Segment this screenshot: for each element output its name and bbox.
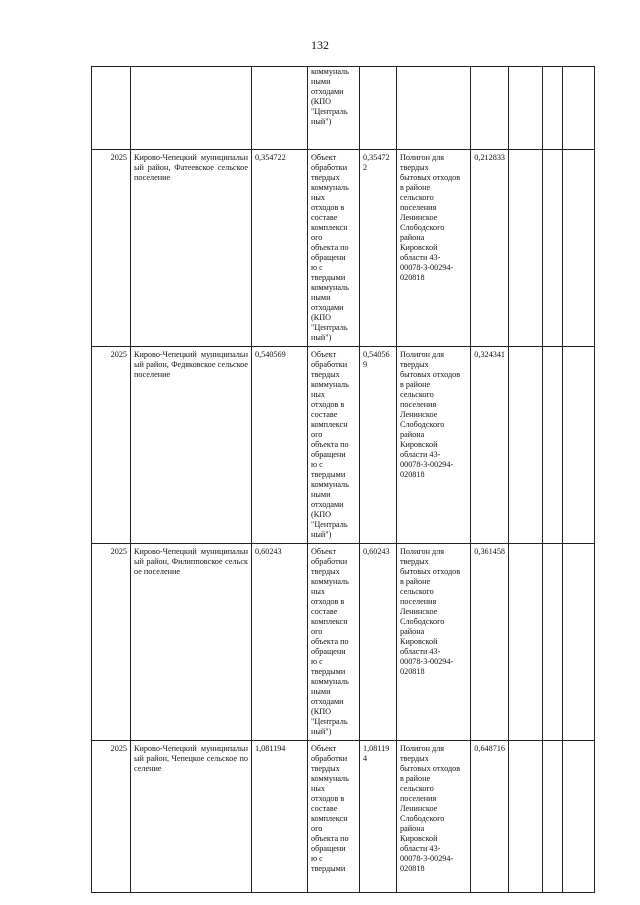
processed-mass-cell: 0,540569 <box>360 347 397 544</box>
object-line: обращени <box>311 844 346 853</box>
object-line: ого <box>311 430 323 439</box>
object-line: "Централь <box>311 323 348 332</box>
waste-flow-table <box>91 66 595 893</box>
object-line: "Централь <box>311 520 348 529</box>
year-cell <box>92 67 131 150</box>
table-row <box>92 150 595 347</box>
object-line: (КПО <box>311 707 332 716</box>
empty-cell <box>543 741 563 893</box>
object-line: ных <box>311 587 325 596</box>
object-line: обращени <box>311 647 346 656</box>
object-line: ный") <box>311 727 332 736</box>
object-line: твердых <box>311 370 340 379</box>
object-line: (КПО <box>311 313 332 322</box>
disposed-mass-cell <box>471 67 509 150</box>
disposed-mass-cell: 0,324341 <box>471 347 509 544</box>
mass-cell: 0,354722 <box>252 150 308 347</box>
object-line: ный") <box>311 333 332 342</box>
object-line: коммуналь <box>311 677 349 686</box>
landfill-line: Полигон для <box>400 350 445 359</box>
object-line: ных <box>311 193 325 202</box>
object-line: коммуналь <box>311 577 349 586</box>
object-line: "Централь <box>311 717 348 726</box>
landfill-line: Кировской <box>400 440 438 449</box>
object-line: обработки <box>311 557 348 566</box>
object-line: коммуналь <box>311 283 349 292</box>
object-line: ю с <box>311 460 323 469</box>
object-line: комплексн <box>311 617 348 626</box>
territory-cell: Кирово-Чепецкий муниципальный район, Федяковское сельское поселение <box>131 347 252 544</box>
landfill-line: 00078-3-00294- <box>400 854 454 863</box>
landfill-line: твердых <box>400 163 429 172</box>
object-line: комплексн <box>311 420 348 429</box>
landfill-line: твердых <box>400 360 429 369</box>
object-line: комплексн <box>311 223 348 232</box>
object-line: отходов в <box>311 400 345 409</box>
object-line: объекта по <box>311 440 349 449</box>
landfill-line: 020818 <box>400 470 425 479</box>
landfill-line: области 43- <box>400 450 441 459</box>
object-line: комплексн <box>311 814 348 823</box>
object-line: ными <box>311 77 331 86</box>
empty-cell <box>509 150 543 347</box>
year-cell: 2025 <box>92 347 131 544</box>
object-line: коммуналь <box>311 380 349 389</box>
table-row <box>92 741 595 893</box>
landfill-cell <box>397 150 471 347</box>
object-line: (КПО <box>311 510 332 519</box>
object-line: составе <box>311 804 338 813</box>
landfill-line: Слободского <box>400 223 445 232</box>
object-line: ю с <box>311 657 323 666</box>
landfill-line: бытовых отходов <box>400 173 461 182</box>
object-line: ого <box>311 233 323 242</box>
object-line: Объект <box>311 350 337 359</box>
landfill-line: сельского <box>400 784 434 793</box>
empty-cell <box>509 67 543 150</box>
landfill-line: твердых <box>400 754 429 763</box>
landfill-cell <box>397 741 471 893</box>
object-line: объекта по <box>311 834 349 843</box>
landfill-line: Кировской <box>400 243 438 252</box>
object-line: ю с <box>311 263 323 272</box>
object-line: Объект <box>311 744 337 753</box>
landfill-line: Кировской <box>400 637 438 646</box>
object-line: коммуналь <box>311 480 349 489</box>
object-line: отходами <box>311 87 344 96</box>
mass-cell <box>252 67 308 150</box>
landfill-line: Кировской <box>400 834 438 843</box>
object-line: отходами <box>311 500 344 509</box>
landfill-line: Слободского <box>400 617 445 626</box>
landfill-line: Слободского <box>400 814 445 823</box>
empty-cell <box>563 544 595 741</box>
landfill-line: Слободского <box>400 420 445 429</box>
year-cell: 2025 <box>92 150 131 347</box>
processed-mass-cell <box>360 67 397 150</box>
object-line: Объект <box>311 547 337 556</box>
object-line: объекта по <box>311 637 349 646</box>
object-line: ных <box>311 784 325 793</box>
landfill-line: 00078-3-00294- <box>400 263 454 272</box>
object-line: ный") <box>311 117 332 126</box>
landfill-line: твердых <box>400 557 429 566</box>
landfill-line: сельского <box>400 193 434 202</box>
empty-cell <box>563 150 595 347</box>
disposed-mass-cell: 0,212833 <box>471 150 509 347</box>
territory-cell <box>131 67 252 150</box>
empty-cell <box>509 741 543 893</box>
empty-cell <box>543 67 563 150</box>
empty-cell <box>543 150 563 347</box>
landfill-line: сельского <box>400 390 434 399</box>
object-line: твердых <box>311 764 340 773</box>
landfill-line: Ленинское <box>400 410 438 419</box>
territory-cell: Кирово-Чепецкий муниципальный район, Филипповское сельское поселение <box>131 544 252 741</box>
landfill-line: бытовых отходов <box>400 370 461 379</box>
object-line: обработки <box>311 360 348 369</box>
object-line: отходами <box>311 303 344 312</box>
processed-mass-cell: 1,081194 <box>360 741 397 893</box>
landfill-line: Полигон для <box>400 547 445 556</box>
object-line: твердыми <box>311 864 346 873</box>
object-line: коммуналь <box>311 774 349 783</box>
object-line: (КПО <box>311 97 332 106</box>
landfill-line: области 43- <box>400 844 441 853</box>
object-line: обращени <box>311 253 346 262</box>
object-line: ных <box>311 390 325 399</box>
object-line: твердыми <box>311 667 346 676</box>
object-line: составе <box>311 410 338 419</box>
year-cell: 2025 <box>92 544 131 741</box>
mass-cell: 0,60243 <box>252 544 308 741</box>
object-line: обработки <box>311 754 348 763</box>
landfill-line: в районе <box>400 183 431 192</box>
disposed-mass-cell: 0,361458 <box>471 544 509 741</box>
empty-cell <box>543 347 563 544</box>
landfill-cell <box>397 544 471 741</box>
object-line: отходами <box>311 697 344 706</box>
page-number: 132 <box>311 38 329 52</box>
landfill-line: в районе <box>400 774 431 783</box>
table-row <box>92 347 595 544</box>
landfill-line: поселения <box>400 794 437 803</box>
object-line: твердых <box>311 173 340 182</box>
processing-object-cell <box>308 347 360 544</box>
landfill-line: 00078-3-00294- <box>400 657 454 666</box>
object-line: ными <box>311 687 331 696</box>
mass-cell: 0,540569 <box>252 347 308 544</box>
object-line: обращени <box>311 450 346 459</box>
object-line: ными <box>311 490 331 499</box>
empty-cell <box>509 347 543 544</box>
landfill-line: района <box>400 430 425 439</box>
landfill-line: области 43- <box>400 253 441 262</box>
landfill-cell <box>397 67 471 150</box>
landfill-line: Ленинское <box>400 607 438 616</box>
processing-object-cell <box>308 150 360 347</box>
landfill-line: Ленинское <box>400 213 438 222</box>
landfill-line: бытовых отходов <box>400 764 461 773</box>
object-line: обработки <box>311 163 348 172</box>
object-line: ого <box>311 824 323 833</box>
processed-mass-cell: 0,354722 <box>360 150 397 347</box>
table-row <box>92 544 595 741</box>
object-line: Объект <box>311 153 337 162</box>
object-line: твердых <box>311 567 340 576</box>
empty-cell <box>543 544 563 741</box>
landfill-line: сельского <box>400 587 434 596</box>
landfill-line: Ленинское <box>400 804 438 813</box>
empty-cell <box>563 347 595 544</box>
object-line: объекта по <box>311 243 349 252</box>
landfill-line: 00078-3-00294- <box>400 460 454 469</box>
object-line: отходов в <box>311 203 345 212</box>
landfill-line: района <box>400 627 425 636</box>
landfill-line: 020818 <box>400 667 425 676</box>
table-row <box>92 67 595 150</box>
landfill-line: Полигон для <box>400 744 445 753</box>
object-line: ого <box>311 627 323 636</box>
landfill-line: района <box>400 824 425 833</box>
object-line: ными <box>311 293 331 302</box>
empty-cell <box>509 544 543 741</box>
year-cell: 2025 <box>92 741 131 893</box>
landfill-line: в районе <box>400 577 431 586</box>
object-line: отходов в <box>311 597 345 606</box>
object-line: "Централь <box>311 107 348 116</box>
landfill-line: бытовых отходов <box>400 567 461 576</box>
object-line: твердыми <box>311 470 346 479</box>
mass-cell: 1,081194 <box>252 741 308 893</box>
empty-cell <box>563 67 595 150</box>
landfill-line: области 43- <box>400 647 441 656</box>
territory-cell: Кирово-Чепецкий муниципальный район, Фатеевское сельское поселение <box>131 150 252 347</box>
processing-object-cell <box>308 544 360 741</box>
landfill-line: Полигон для <box>400 153 445 162</box>
landfill-line: поселения <box>400 400 437 409</box>
object-line: составе <box>311 607 338 616</box>
object-line: коммуналь <box>311 67 349 76</box>
object-line: составе <box>311 213 338 222</box>
landfill-line: 020818 <box>400 864 425 873</box>
landfill-line: поселения <box>400 597 437 606</box>
empty-cell <box>563 741 595 893</box>
landfill-line: в районе <box>400 380 431 389</box>
object-line: твердыми <box>311 273 346 282</box>
processed-mass-cell: 0,60243 <box>360 544 397 741</box>
disposed-mass-cell: 0,648716 <box>471 741 509 893</box>
object-line: коммуналь <box>311 183 349 192</box>
object-line: отходов в <box>311 794 345 803</box>
landfill-line: 020818 <box>400 273 425 282</box>
processing-object-cell <box>308 67 360 150</box>
territory-cell: Кирово-Чепецкий муниципальный район, Чепецкое сельское поселение <box>131 741 252 893</box>
object-line: ю с <box>311 854 323 863</box>
landfill-line: поселения <box>400 203 437 212</box>
processing-object-cell <box>308 741 360 893</box>
landfill-line: района <box>400 233 425 242</box>
landfill-cell <box>397 347 471 544</box>
object-line: ный") <box>311 530 332 539</box>
